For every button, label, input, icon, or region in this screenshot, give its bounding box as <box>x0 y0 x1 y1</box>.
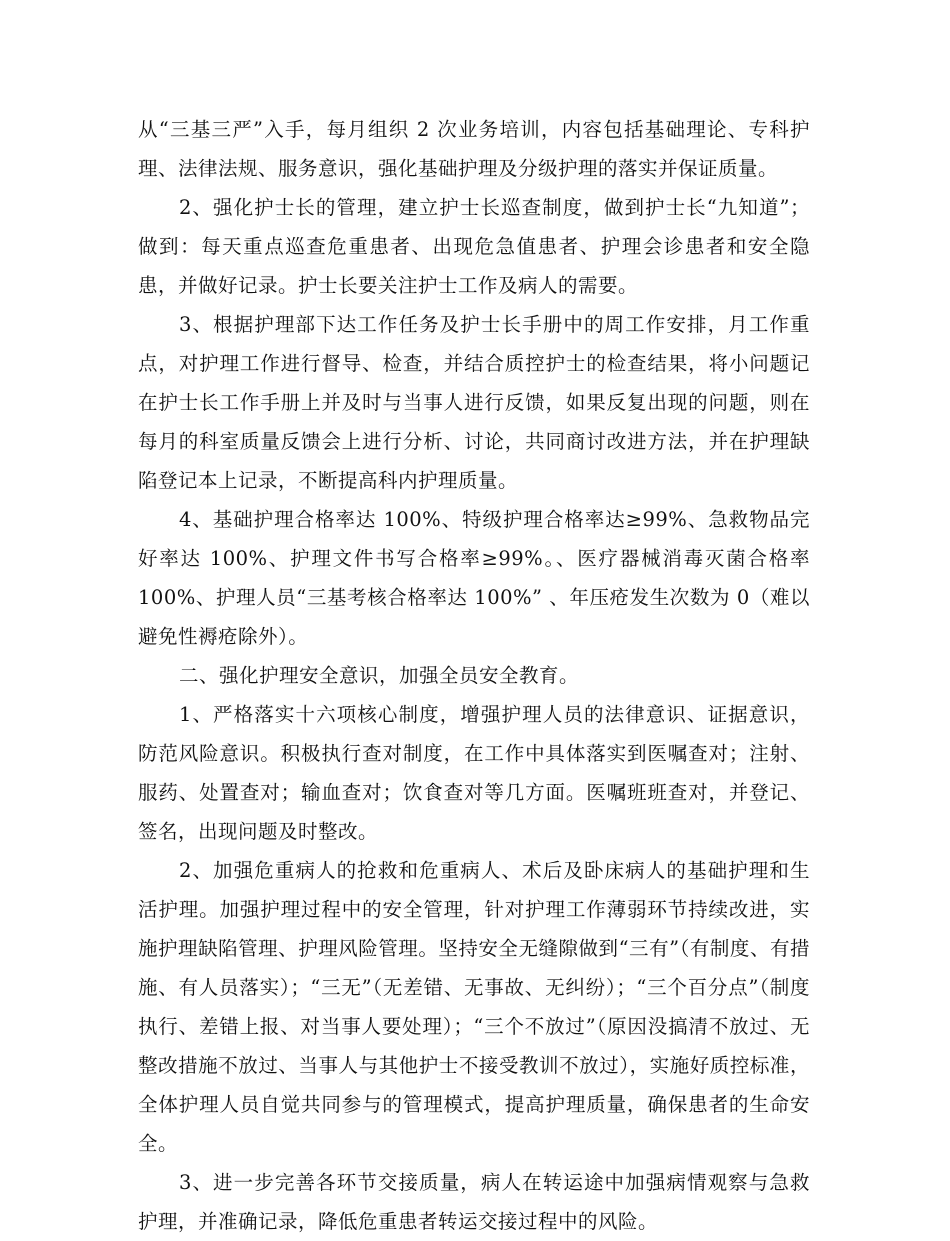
paragraph-core-systems: 1、严格落实十六项核心制度，增强护理人员的法律意识、证据意识，防范风险意识。积极执行查对制度，在工作中具体落实到医嘱查对；注射、服药、处置查对；输血查对；饮食查对等几方面。医嘱班班查对，并登记、签名，出现问题及时整改。 <box>138 703 810 843</box>
paragraph-critical-care: 2、加强危重病人的抢救和危重病人、术后及卧床病人的基础护理和生活护理。加强护理过程中的安全管理，针对护理工作薄弱环节持续改进，实施护理缺陷管理、护理风险管理。坚持安全无缝隙做到“三有”（有制度、有措施、有人员落实）；“三无”（无差错、无事故、无纠纷）；“三个百分点”（制度执行、差错上报、对当事人要处理）；“三个不放过”（原因没搞清不放过、无整改措施不放过、当事人与其他护士不接受教训不放过），实施好质控标准，全体护理人员自觉共同参与的管理模式，提高护理质量，确保患者的生命安全。 <box>138 859 810 1155</box>
paragraph-handover: 3、进一步完善各环节交接质量，病人在转运途中加强病情观察与急救护理，并准确记录，降低危重患者转运交接过程中的风险。 <box>138 1171 810 1233</box>
paragraph-head-nurse-management: 2、强化护士长的管理，建立护士长巡查制度，做到护士长“九知道”；做到：每天重点巡查危重患者、出现危急值患者、护理会诊患者和安全隐患，并做好记录。护士长要关注护士工作及病人的需要。 <box>138 196 810 297</box>
document-body <box>138 110 810 1241</box>
paragraph-quality-targets: 4、基础护理合格率达 100%、特级护理合格率达≥99%、急救物品完好率达 100%、护理文件书写合格率≥99%。、医疗器械消毒灭菌合格率 100%、护理人员“三基考核合格率达 100%” 、年压疮发生次数为 0（难以避免性褥疮除外）。 <box>138 508 810 648</box>
paragraph-training: 从“三基三严”入手，每月组织 2 次业务培训，内容包括基础理论、专科护理、法律法规、服务意识，强化基础护理及分级护理的落实并保证质量。 <box>138 118 810 180</box>
paragraph-supervision: 3、根据护理部下达工作任务及护士长手册中的周工作安排，月工作重点，对护理工作进行督导、检查，并结合质控护士的检查结果，将小问题记在护士长工作手册上并及时与当事人进行反馈，如果反复出现的问题，则在每月的科室质量反馈会上进行分析、讨论，共同商讨改进方法，并在护理缺陷登记本上记录，不断提高科内护理质量。 <box>138 313 810 492</box>
section-heading-safety: 二、强化护理安全意识，加强全员安全教育。 <box>178 664 579 687</box>
